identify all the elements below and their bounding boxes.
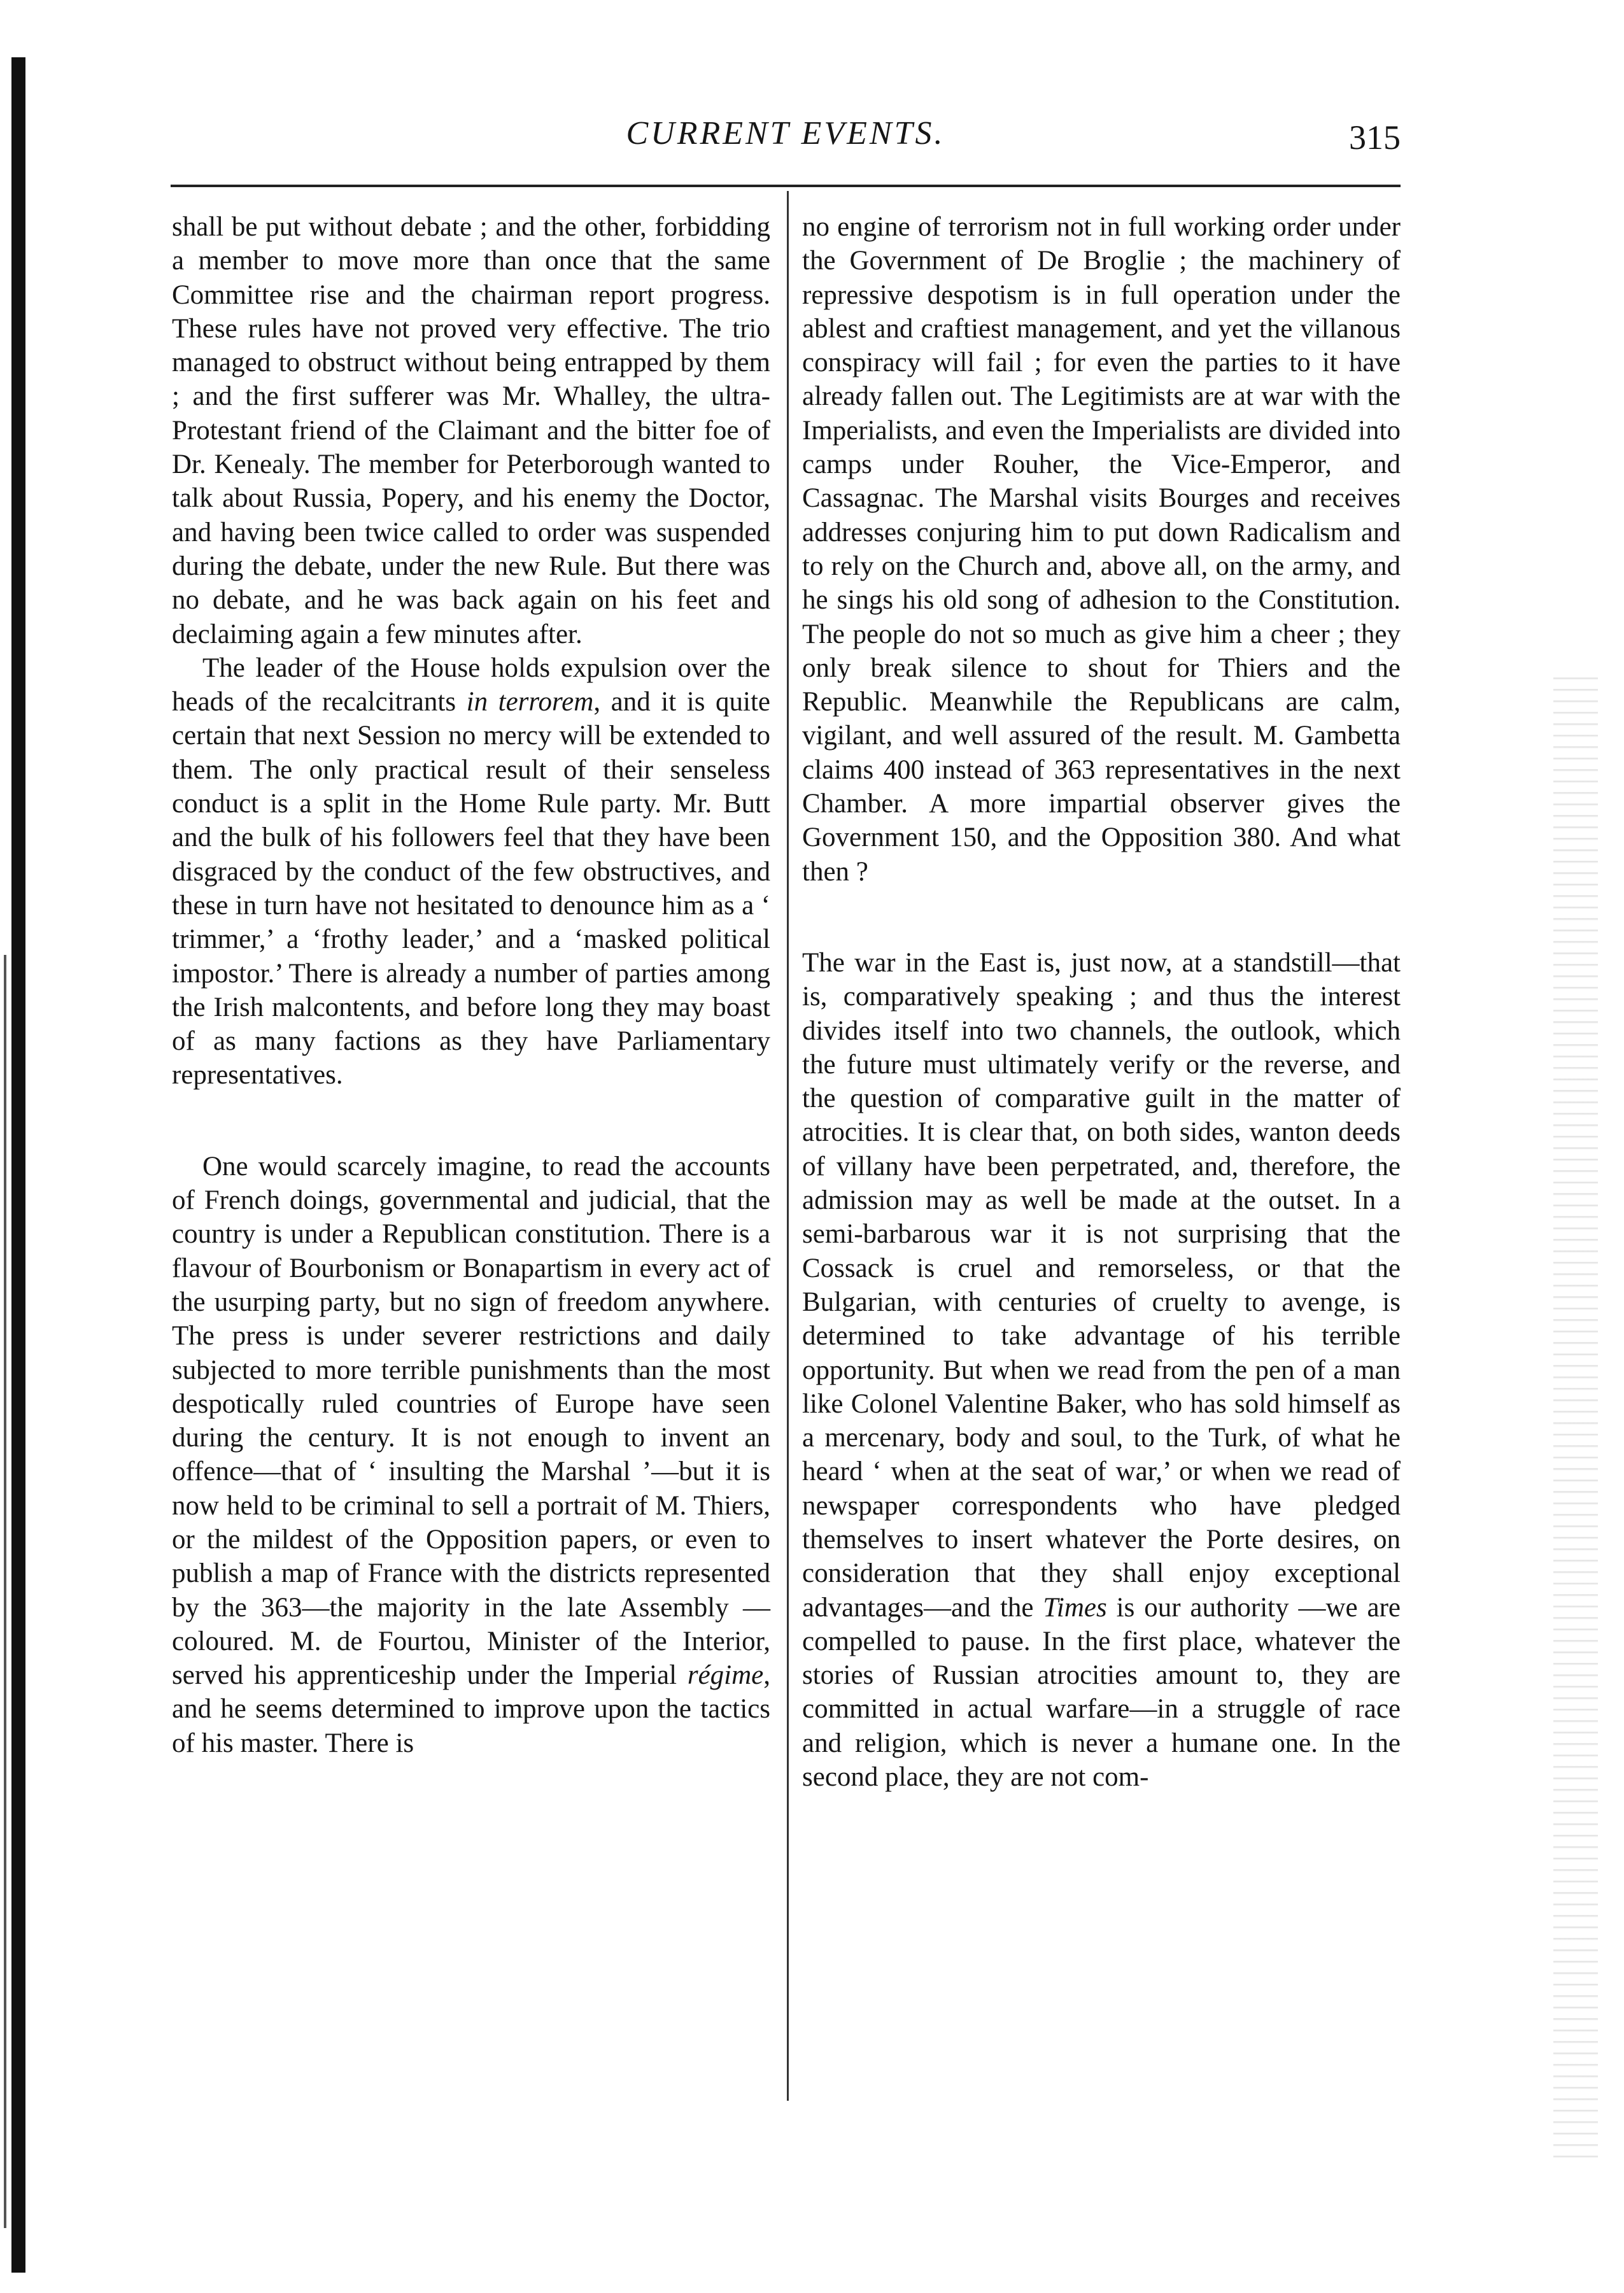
paragraph: no engine of terrorism not in full working order under the Government of De Broglie ; the machinery of repressive despotism is in full operation under the ablest and craftiest management, and yet the villanous conspiracy will fail ; for even the parties to it have already fallen out. The Legitimists are at war with the Imperialists, and even the Imperialists are divided into camps under Rouher, the Vice-Emperor, and Cassagnac. The Marshal visits Bourges and receives addresses conjuring him to put down Radicalism and to rely on the Church and, above all, on the army, and he sings his old song of adhesion to the Constitution. The people do not so much as give him a cheer ; they only break silence to shout for Thiers and the Republic. Meanwhile the Republicans are calm, vigilant, and well assured of the result. M. Gambetta claims 400 instead of 363 representatives in the next Chamber. A more impartial observer gives the Government 150, and the Opposition 380. And what then ?	[802, 212, 1401, 887]
paragraph: shall be put without debate ; and the other, forbidding a member to move more than once that the same Committee rise and the chairman report progress. These rules have not proved very effective. The trio managed to obstruct without being entrapped by them ; and the first sufferer was Mr. Whalley, the ultra-Protestant friend of the Claimant and the bitter foe of Dr. Kenealy. The member for Peterborough wanted to talk about Russia, Popery, and his enemy the Doctor, and having been twice called to order was suspended during the debate, under the new Rule. But there was no debate, and he was back again on his feet and declaiming again a few minutes after.	[172, 212, 770, 649]
left-column	[172, 210, 770, 1760]
paragraph	[802, 946, 1401, 1794]
page-header	[171, 108, 1401, 178]
scan-edge-noise	[1553, 668, 1598, 2164]
paragraph-text: , and he seems determined to improve upon the tactics of his master. There is	[172, 1660, 770, 1758]
column-divider	[787, 191, 789, 2101]
paragraph	[172, 1150, 770, 1760]
italic-phrase: in terrorem	[466, 687, 594, 717]
page-edge-shadow	[4, 955, 6, 2228]
italic-phrase: régime	[687, 1660, 764, 1691]
page-number: 315	[1349, 118, 1401, 157]
paragraph-text: One would scarcely imagine, to read the accounts of French doings, governmental and judicial, that the country is under a Republican constitution. There is a flavour of Bourbonism or Bonapartism in every act of the usurping party, but no sign of freedom anywhere. The press is under severer restrictions and daily subjected to more terrible punishments than the most despotically ruled countries of Europe have seen during the century. It is not enough to invent an offence—that of ‘ insulting the Marshal ’—but it is now held to be criminal to sell a portrait of M. Thiers, or the mildest of the Opposition papers, or even to publish a map of France with the districts represented by the 363—the majority in the late Assembly — coloured. M. de Fourtou, Minister of the Interior, served his apprenticeship under the Imperial	[172, 1151, 770, 1691]
running-title: CURRENT EVENTS.	[626, 115, 945, 152]
header-rule	[171, 185, 1401, 187]
paragraph-text: is our authority —we are compelled to pause. In the first place, whatever the stories of Russian atrocities amount to, they are committed in actual warfare—in a struggle of race and religion, which is never a humane one. In the second place, they are not com-	[802, 1592, 1401, 1793]
paragraph-text: The leader of the House holds expulsion over the heads of the recalcitrants	[172, 653, 770, 717]
paragraph-text: , and it is quite certain that next Session no mercy will be extended to them. The only practical result of their senseless conduct is a split in the Home Rule party. Mr. Butt and the bulk of his followers feel that they have been disgraced by the conduct of the few obstructives, and these in turn have not hesitated to denounce him as a ‘ trimmer,’ a ‘frothy leader,’ and a ‘masked political impostor.’ There is already a number of parties among the Irish malcontents, and before long they may boast of as many factions as they have Parliamentary representatives.	[172, 687, 770, 1090]
italic-phrase: Times	[1043, 1592, 1107, 1623]
book-spine-shadow	[11, 57, 25, 2273]
right-column	[802, 210, 1401, 1794]
paragraph	[172, 651, 770, 1092]
paragraph-text: The war in the East is, just now, at a standstill—that is, comparatively speaking ; and thus the interest divides itself into two channels, the outlook, which the future must ultimately verify or the reverse, and the question of comparative guilt in the matter of atrocities. It is clear that, on both sides, wanton deeds of villany have been perpetrated, and, therefore, the admission may as well be made at the outset. In a semi-barbarous war it is not surprising that the Cossack is cruel and remorseless, or that the Bulgarian, with centuries of cruelty to avenge, is determined to take advantage of his terrible opportunity. But when we read from the pen of a man like Colonel Valentine Baker, who has sold himself as a mercenary, body and soul, to the Turk, of what he heard ‘ when at the seat of war,’ or when we read of newspaper correspondents who have pledged themselves to insert whatever the Porte desires, on consideration that they shall enjoy exceptional advantages—and the	[802, 947, 1401, 1623]
